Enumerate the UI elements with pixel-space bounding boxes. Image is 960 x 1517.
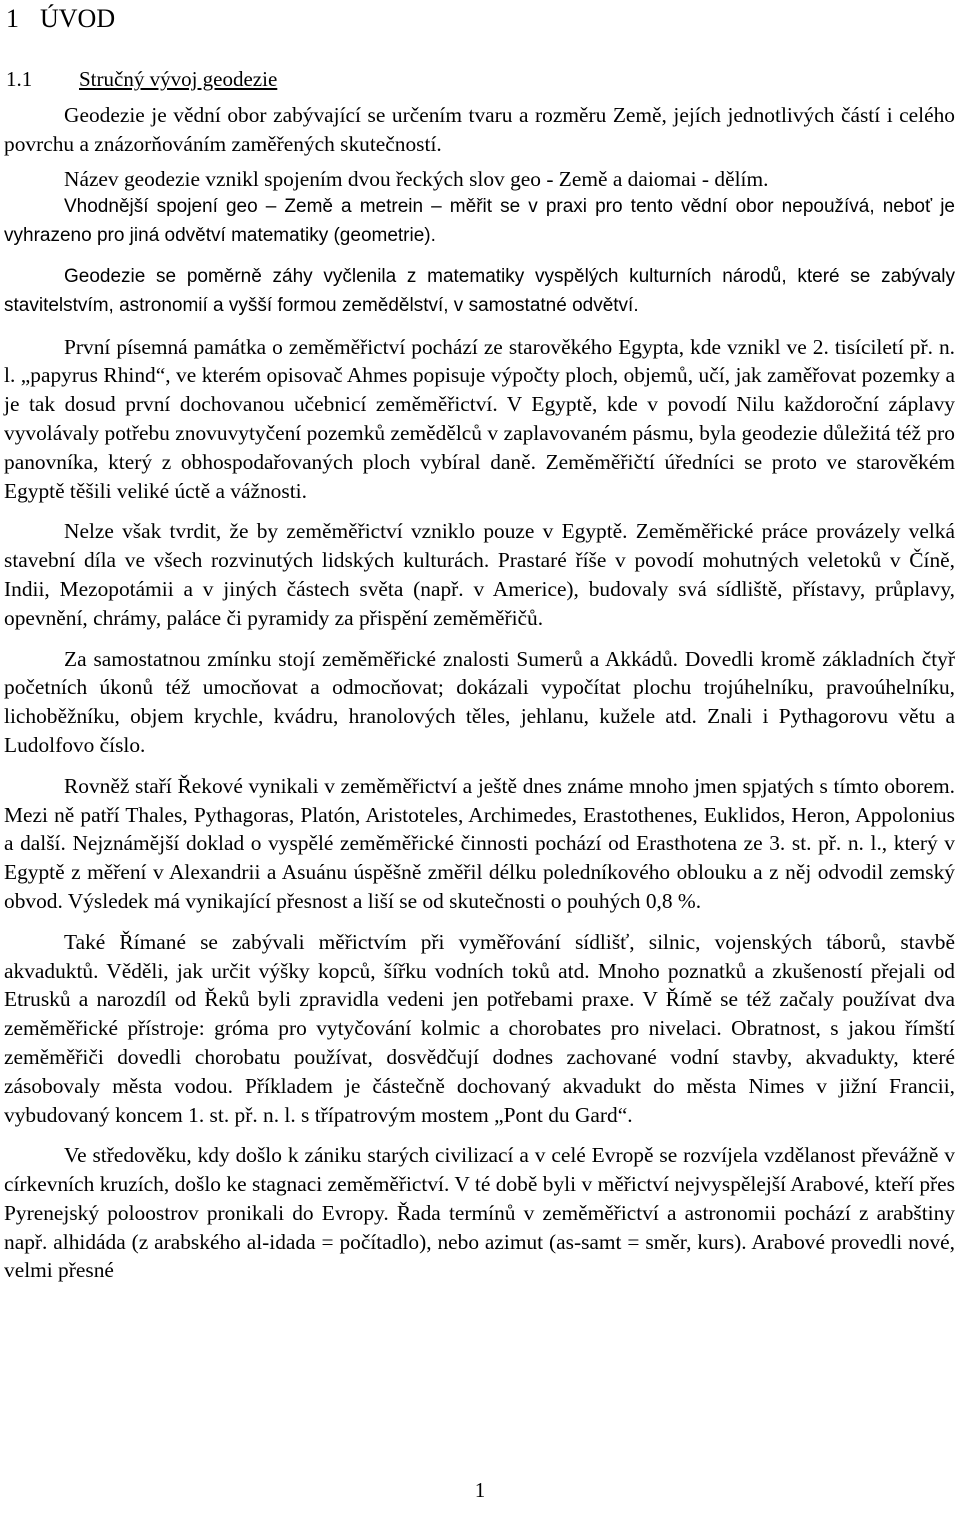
paragraph: Ve středověku, kdy došlo k zániku starých civilizací a v celé Evropě se rozvíjela vzdělanost převážně v církevních kruzích, došlo ke stagnaci zeměměřictví. V té době byli v měřictví nejvyspělejší Arabové, kteří přes Pyrenejský poloostrov pronikali do Evropy. Řada termínů v zeměměřictví a astronomii pochází z arabštiny např. alhidáda (z arabského al-idada = počítadlo), nebo azimut (as-samt = směr, kurs). Arabové provedli nové, velmi přesné — [4, 1143, 955, 1283]
page-number: 1 — [474, 1478, 486, 1502]
paragraph: Také Římané se zabývali měřictvím při vyměřování sídlišť, silnic, vojenských táborů, stavbě akvaduktů. Věděli, jak určit výšky kopců, šířku vodních toků atd. Mnoho poznatků a zkušeností přejali od Etrusků a narozdíl od Řeků byli zpravidla vedeni jen potřebami praxe. V Římě se též začaly používat dva zeměměřické přístroje: gróma pro vytyčování kolmic a chorobates pro nivelaci. Obratnost, s jakou římští zeměměřiči dovedli chorobatu používat, dosvědčují dodnes zachované vodní stavby, akvadukty, které zásobovaly města vodou. Příkladem je částečně dochovaný akvadukt do města Nimes v jižní Francii, vybudovaný koncem 1. st. př. n. l. s třípatrovým mostem „Pont du Gard“. — [4, 929, 955, 1127]
section-heading — [6, 64, 277, 94]
section-number: 1.1 — [6, 67, 33, 91]
paragraph: Geodezie je vědní obor zabývající se určením tvaru a rozměru Země, jejích jednotlivých částí i celého povrchu a znázorňováním zaměřených skutečností. — [4, 103, 955, 156]
paragraph: Nelze však tvrdit, že by zeměměřictví vzniklo pouze v Egyptě. Zeměměřické práce provázely velká stavební díla ve všech rozvinutých lidských kulturách. Prastaré říše v povodí mohutných veletoků v Číně, Indii, Mezopotámii a v jiných částech světa (např. v Americe), budovaly svá sídliště, přístavy, průplavy, opevnění, chrámy, paláce či pyramidy za přispění zeměměřičů. — [4, 519, 955, 630]
paragraph: Název geodezie vznikl spojením dvou řeckých slov geo - Země a daiomai - dělím. — [64, 166, 769, 191]
paragraph: Vhodnější spojení geo – Země a metrein – měřit se v praxi pro tento vědní obor nepoužívá, neboť je vyhrazeno pro jiná odvětví matematiky (geometrie). — [4, 196, 955, 247]
chapter-heading — [6, 4, 115, 34]
section-title: Stručný vývoj geodezie — [79, 67, 278, 91]
chapter-title: ÚVOD — [40, 4, 116, 33]
document-body — [4, 101, 955, 1297]
paragraph: První písemná památka o zeměměřictví pochází ze starověkého Egypta, kde vznikl ve 2. tisíciletí př. n. l. „papyrus Rhind“, ve kterém opisovač Ahmes popisuje výpočty ploch, objemů, učí, jak zaměřovat pozemky a je tak dosud první dochovanou učebnicí zeměměřictví. V Egyptě, kde v povodí Nilu každoroční záplavy vyvolávaly potřebu znovuvytyčení pozemků zemědělců v zaplavovaném pásmu, byla geodezie důležitá též pro panovníka, který z obhospodařovaných ploch vybíral daně. Zeměměřičtí úředníci se proto ve starověkém Egyptě těšili veliké úctě a vážnosti. — [4, 334, 955, 503]
paragraph: Geodezie se poměrně záhy vyčlenila z matematiky vyspělých kulturních národů, které se zabývaly stavitelstvím, astronomií a vyšší formou zemědělství, v samostatné odvětví. — [4, 265, 955, 316]
chapter-number: 1 — [6, 4, 19, 33]
paragraph: Za samostatnou zmínku stojí zeměměřické znalosti Sumerů a Akkádů. Dovedli kromě základních čtyř početních úkonů též umocňovat a odmocňovat; dokázali vypočítat plochu trojúhelníku, pravoúhelníku, lichoběžníku, objem krychle, kvádru, hranolových těles, jehlanu, kužele atd. Znali i Pythagorovu větu a Ludolfovo číslo. — [4, 646, 955, 757]
paragraph: Rovněž staří Řekové vynikali v zeměměřictví a ještě dnes známe mnoho jmen spjatých s tímto oborem. Mezi ně patří Thales, Pythagoras, Platón, Aristoteles, Archimedes, Erastothenes, Euklidos, Heron, Appolonius a další. Nejznámější doklad o vyspělé zeměměřické činnosti pochází od Erasthotena ze 3. st. př. n. l., který v Egyptě z měření v Alexandrii a Asuánu úspěšně změřil délku poledníkového oblouku a z něj odvodil zemský obvod. Výsledek má vynikající přesnost a liší se od skutečnosti o pouhých 0,8 %. — [4, 773, 955, 913]
